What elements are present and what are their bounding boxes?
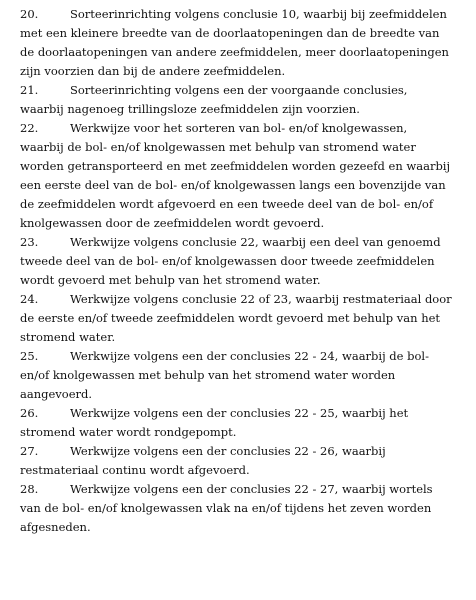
claim-26	[20, 404, 454, 442]
claim-21	[20, 81, 454, 119]
claim-text: Werkwijze volgens een der conclusies 22 - 27, waarbij wortels van de bol- en/of knolgewassen vlak na en/of tijdens het zeven worden afgesneden.	[20, 482, 433, 534]
claim-text: Werkwijze volgens conclusie 22, waarbij een deel van genoemd tweede deel van de bol- en/of knolgewassen door tweede zeefmiddelen wordt gevoerd met behulp van het stromend water.	[20, 235, 441, 287]
claim-number: 20.	[20, 7, 39, 21]
claims-list	[20, 5, 454, 537]
claim-number: 27.	[20, 444, 39, 458]
claim-25	[20, 347, 454, 404]
claim-23	[20, 233, 454, 290]
claim-number: 24.	[20, 292, 39, 306]
claim-text: Werkwijze volgens conclusie 22 of 23, waarbij restmateriaal door de eerste en/of tweede zeefmiddelen wordt gevoerd met behulp van het stromend water.	[20, 292, 452, 344]
claim-number: 23.	[20, 235, 39, 249]
claim-number: 28.	[20, 482, 39, 496]
claim-text: Werkwijze volgens een der conclusies 22 - 26, waarbij restmateriaal continu wordt afgevoerd.	[20, 444, 386, 477]
claim-20	[20, 5, 454, 81]
claim-text: Werkwijze voor het sorteren van bol- en/of knolgewassen, waarbij de bol- en/of knolgewassen met behulp van stromend water worden getransporteerd en met zeefmiddelen worden gezeefd en waarbij een eerste deel van de bol- en/of knolgewassen langs een bovenzijde van de zeefmiddelen wordt afgevoerd en een tweede deel van de bol- en/of knolgewassen door de zeefmiddelen wordt gevoerd.	[20, 121, 451, 230]
claim-22	[20, 119, 454, 233]
claim-text: Werkwijze volgens een der conclusies 22 - 24, waarbij de bol- en/of knolgewassen met behulp van het stromend water worden aangevoerd.	[20, 349, 429, 401]
claim-text: Sorteerinrichting volgens een der voorgaande conclusies, waarbij nagenoeg trillingsloze zeefmiddelen zijn voorzien.	[20, 83, 408, 116]
claim-28	[20, 480, 454, 537]
claim-text: Sorteerinrichting volgens conclusie 10, waarbij bij zeefmiddelen met een kleinere breedte van de doorlaatopeningen dan de breedte van de doorlaatopeningen van andere zeefmiddelen, meer doorlaatopeningen zijn voorzien dan bij de andere zeefmiddelen.	[20, 7, 449, 78]
claim-number: 26.	[20, 406, 39, 420]
claim-number: 22.	[20, 121, 39, 135]
claim-24	[20, 290, 454, 347]
claim-27	[20, 442, 454, 480]
claim-number: 25.	[20, 349, 39, 363]
claim-number: 21.	[20, 83, 39, 97]
claim-text: Werkwijze volgens een der conclusies 22 - 25, waarbij het stromend water wordt rondgepompt.	[20, 406, 409, 439]
